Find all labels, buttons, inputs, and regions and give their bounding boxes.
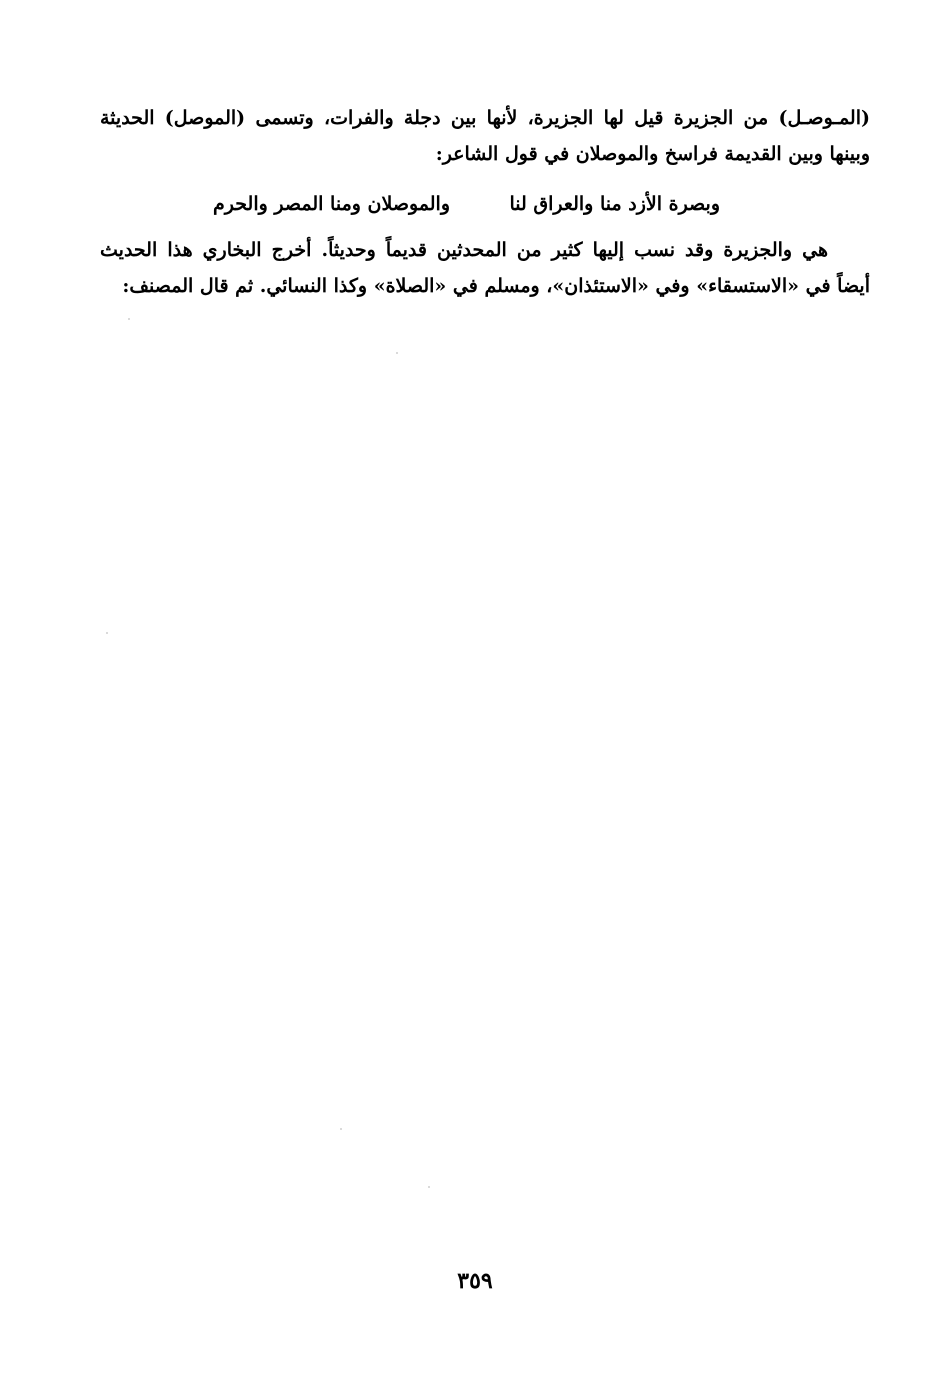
scan-speck [128, 318, 130, 320]
paragraph-2-line-2: أيضاً في «الاستسقاء» وفي «الاستئذان»، ومسلم في «الصلاة» وكذا النسائي. ثم قال المصنف: [122, 275, 870, 297]
paragraph-1-line-1: (المـوصـل) من الجزيرة قيل لها الجزيرة، لأنها بين دجلة والفرات، وتسمى (الموصل) الحديثة [100, 107, 870, 129]
paragraph-2 [100, 232, 870, 304]
scan-speck [340, 1128, 342, 1130]
scan-speck [428, 1186, 430, 1188]
page-number: ٣٥٩ [457, 1268, 493, 1294]
paragraph-1-line-2: وبينها وبين القديمة فراسخ والموصلان في قول الشاعر: [435, 143, 870, 165]
paragraph-1 [100, 100, 870, 172]
scan-speck [396, 352, 398, 354]
paragraph-2-line-1: هي والجزيرة وقد نسب إليها كثير من المحدثين قديماً وحديثاً. أخرج البخاري هذا الحديث [100, 239, 828, 261]
verse-first-hemistich: وبصرة الأزد منا والعراق لنا [509, 193, 720, 215]
scan-speck [106, 632, 108, 634]
verse-second-hemistich: والموصلان ومنا المصر والحرم [213, 193, 450, 215]
poem-verse [100, 186, 870, 222]
